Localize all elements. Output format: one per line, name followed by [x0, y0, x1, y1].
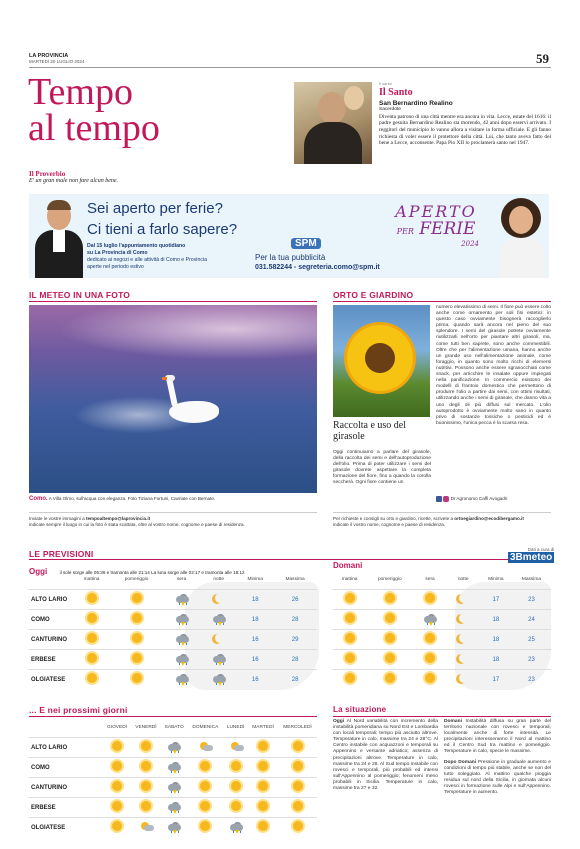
temp-min: 18 [251, 596, 259, 603]
day-label: MERCOLEDÌ [283, 725, 312, 730]
temp-min: 18 [251, 616, 259, 623]
day-label: GIOVEDÌ [107, 725, 128, 730]
sun-icon [382, 592, 398, 605]
temp-max: 28 [291, 676, 299, 683]
ad-woman-image [497, 198, 549, 278]
ad-brand-logo: SPM [291, 238, 321, 249]
forecast-row [333, 650, 551, 670]
proverbio [29, 170, 118, 184]
moon-icon [455, 652, 471, 665]
temp-max: 23 [528, 656, 535, 663]
temp-max: 29 [291, 636, 299, 643]
photo-caption: Como. A Villa Olmo, sull'acqua con eleganza. Foto Tiziana Fortuni, Cavriate con Bernate. [29, 496, 216, 502]
sun-icon [197, 780, 213, 793]
sun-icon [84, 592, 100, 605]
place-label: OLGIATESE [31, 824, 66, 831]
thunderstorm-icon [174, 612, 190, 625]
forecast-row [29, 670, 317, 690]
sun-icon [84, 652, 100, 665]
ad-aperto-logo: APERTO PER FERIE 2024 [395, 202, 479, 248]
sun-icon [109, 740, 125, 753]
sun-icon [382, 672, 398, 685]
thunderstorm-icon [228, 820, 244, 833]
sun-icon [197, 800, 213, 813]
day-label: VENERDÌ [135, 725, 157, 730]
sunflower-photo [333, 305, 430, 417]
temp-max: 28 [291, 616, 299, 623]
temp-max: 24 [528, 616, 535, 623]
situazione-domani: Domani Instabilità diffusa su gran parte del territorio nazionale con rovesci e temporali, localmente anche di forte intensità. Le precipitazioni interesseranno il Nord al mattino ed il Centro Sud tra mattino e pomeriggio. Temperature in calo, specie le massime. Dopo Domani Pressione in graduale aumento e condizioni di tempo più stabile, anche se non del tutto soleggiato. Al mattino qualche pioggia residua sul nord della Sicilia, in giornata alcuni rovesci in formazione sulle Alpi e sull'Appennino. Temperature in aumento. [444, 719, 551, 796]
forecast-row [29, 798, 317, 818]
sun-icon [109, 800, 125, 813]
domani-forecast-table: mattina pomeriggio sera notte Minima Massima 17 23 18 24 18 25 18 23 17 23 [333, 570, 551, 689]
temp-max: 28 [291, 656, 299, 663]
sun-icon [228, 760, 244, 773]
temp-min: 16 [251, 676, 259, 683]
temp-min: 16 [251, 636, 259, 643]
forecast-row [29, 778, 317, 798]
sun-icon [129, 652, 145, 665]
sun-icon [255, 780, 271, 793]
oggi-header: Oggi il sole sorge alle 05:36 e tramonta alle 21:14 La luna sorge alle 02:17 e tramonta alle 18:12 [29, 567, 245, 576]
temp-min: 17 [492, 596, 500, 603]
forecast-row [333, 590, 551, 610]
sun-icon [109, 820, 125, 833]
sun-icon [197, 820, 213, 833]
day-label: LUNEDÌ [226, 725, 245, 730]
temp-max: 23 [528, 676, 535, 683]
ad-cta: Per la tua pubblicità [255, 253, 326, 262]
3bmeteo-logo: 3Bmeteo [510, 552, 553, 563]
santo-heading: Il Santo [379, 86, 413, 98]
sun-icon [290, 740, 306, 753]
situazione-heading: La situazione [333, 705, 387, 714]
day-label: DOMENICA [192, 725, 219, 730]
sun-icon [84, 612, 100, 625]
sun-icon [138, 740, 154, 753]
forecast-row [29, 590, 317, 610]
sun-icon [422, 672, 438, 685]
sun-icon [290, 820, 306, 833]
orto-email-link[interactable]: ortoegiardino@ecodibergamo.it [454, 516, 524, 521]
place-label: CANTURINO [31, 636, 67, 643]
sun-icon [422, 632, 438, 645]
sun-icon [382, 632, 398, 645]
santo-block [379, 81, 551, 147]
forecast-row [29, 818, 317, 838]
sun-icon [290, 800, 306, 813]
sun-icon [84, 632, 100, 645]
thunderstorm-icon [174, 652, 190, 665]
masthead [29, 53, 551, 64]
proverbio-text: E' un gran male non fare alcun bene. [29, 178, 119, 184]
advert-banner[interactable] [29, 194, 549, 278]
temp-min: 18 [492, 616, 500, 623]
forecast-row [29, 650, 317, 670]
sun-icon [342, 592, 358, 605]
temp-max: 25 [528, 636, 535, 643]
orto-title: Raccolta e uso del girasole [333, 420, 407, 442]
sun-icon [342, 612, 358, 625]
thunderstorm-icon [166, 740, 182, 753]
photo-email-link[interactable]: tempoaltempo@laprovincia.it [85, 516, 151, 521]
ad-contact[interactable]: 031.582244 - segreteria.como@spm.it [255, 264, 380, 271]
sun-icon [129, 632, 145, 645]
forecast-row [333, 670, 551, 690]
prossimi-forecast-table [29, 718, 317, 837]
thunderstorm-icon [166, 820, 182, 833]
thunderstorm-icon [174, 592, 190, 605]
forecast-row [29, 610, 317, 630]
thunderstorm-icon [166, 760, 182, 773]
thunderstorm-icon [211, 612, 227, 625]
sun-icon [382, 612, 398, 625]
moon-icon [455, 612, 471, 625]
sun-icon [84, 672, 100, 685]
domani-header: Domani [333, 561, 363, 570]
forecast-row [333, 610, 551, 630]
paper-date: MARTEDÌ 20 LUGLIO 2024 [29, 59, 85, 64]
santo-role: Sacerdote [379, 106, 401, 112]
sun-icon [138, 800, 154, 813]
thunderstorm-icon [211, 652, 227, 665]
place-label: OLGIATESE [31, 676, 66, 683]
forecast-row [29, 630, 317, 650]
meteo-foto-heading: IL METEO IN UNA FOTO [29, 290, 131, 300]
santo-image [294, 82, 372, 164]
ad-headline-2: Ci tieni a farlo sapere? [87, 221, 238, 238]
sun-icon [255, 740, 271, 753]
sun-icon [255, 800, 271, 813]
sun-icon [129, 592, 145, 605]
paper-name: LA PROVINCIA [29, 53, 69, 59]
sun-icon [290, 780, 306, 793]
sun-icon [138, 760, 154, 773]
previsioni-heading: LE PREVISIONI [29, 549, 94, 559]
temp-min: 18 [492, 656, 500, 663]
ad-headline-1: Sei aperto per ferie? [87, 200, 223, 217]
thunderstorm-icon [166, 800, 182, 813]
sun-icon [129, 612, 145, 625]
swan-photo [29, 305, 317, 493]
sun-icon [138, 780, 154, 793]
forecast-row [29, 758, 317, 778]
santo-name: San Bernardino Realino [379, 99, 453, 107]
place-label: ERBESE [31, 656, 56, 663]
sun-icon [342, 652, 358, 665]
photo-invite: Inviate le vostre immagini a tempoaltempo@laprovincia.it indicate sempre il luogo in cui la foto è stata scattata, oltre al vostro nome, cognome e paese di residenza. [29, 516, 245, 527]
sun-icon [228, 780, 244, 793]
day-label: SABATO [164, 725, 184, 730]
temp-min: 16 [251, 656, 259, 663]
ad-body: Dal 15 luglio l'appuntamento quotidiano su La Provincia di Como dedicato ai negozi e alle attività di Como e Provincia aperte nel periodo estivo [87, 243, 207, 270]
temp-min: 17 [492, 676, 500, 683]
sun-icon [255, 760, 271, 773]
temp-min: 18 [492, 636, 500, 643]
santo-kicker: Il santo [379, 81, 392, 86]
moon-icon [455, 592, 471, 605]
forecast-row [29, 738, 317, 758]
sun-icon [129, 672, 145, 685]
situazione-oggi: Oggi Al Nord variabilità con incremento della instabilità pomeridiana su Nord Est e Lombardia con locali temporali; tempo più asciutto altrove. Temperature in calo, massime tra 24 e 28°C. Al Centro instabile con acquazzoni e temporali su Appennino e versante adriatico; assenza di precipitazioni altrove. Temperature in calo, massime tra 24 e 28. Al Sud tempo instabile con rovesci e temporali, più probabili ed intensi sull'Appennino al pomeriggio; fenomeni meno probabili in Sicilia. Temperature in calo, massime tra 27 e 32. [333, 719, 439, 792]
moon-icon [455, 632, 471, 645]
orto-author: Dr Agronomo Caffi Avogadri [436, 496, 551, 502]
thunderstorm-icon [174, 672, 190, 685]
thunderstorm-icon [166, 780, 182, 793]
orto-col2: numero elevatissimo di semi. Il fiore può essere colto anche come ornamento per soli fini estetici: in questo caso ovviamente bisognerà raccoglierlo prima, quando sarà ancora nel pieno del suo splendore. I semi del girasole potrete ovviamente riutilizzarli nell'orto per piantare altri girasoli, ma, come tutti ben saprete, sono anche commestibili. Oltre che per l'alimentazione umana, hanno anche un grande uso nell'alimentazione animale, come foraggio, in quanto sono molto ricchi di elementi nutritivi. Possono anche essere sgranocchiati come snack, per arricchire le insalate oppure impiegati nella panificazione. In commercio esistono dei modelli di frantoio domestico che permettono di produrre l'olio a partire dai semi, con ottimi risultati, utilizzando anche i semi di girasole, che danno vita a uno degli oli più diffusi sul mercato. L'olio autoprodotto è ovviamente molto sano in quanto privo di sostanze tossiche o pesticidi ed è buonissimo, l'unica pecca è la scarsa resa. [436, 305, 551, 426]
sun-icon [422, 652, 438, 665]
place-label: ALTO LARIO [31, 744, 68, 751]
place-label: COMO [31, 616, 50, 623]
temp-max: 23 [528, 596, 535, 603]
temp-max: 26 [291, 596, 299, 603]
sun-icon [255, 820, 271, 833]
sun-icon [109, 780, 125, 793]
sun-icon [342, 632, 358, 645]
page-number: 59 [536, 51, 549, 66]
orto-heading: ORTO E GIARDINO [333, 290, 414, 300]
prossimi-heading: ... E nei prossimi giorni [29, 705, 128, 715]
sun-icon [342, 672, 358, 685]
day-label: MARTEDÌ [252, 725, 274, 730]
place-label: CANTURINO [31, 784, 67, 791]
santo-text: Diventa patrono di una città mentre era ancora in vita. Lecce, estate del 1616: il padre gesuita Bernardino Realino sta morendo, 42 anni dopo esservi arrivato. I reggitori del municipio lo vanno allora a visitare in forma ufficiale. E gli fanno richiesta di voler essere il protettore della città. Lui, che tanto aveva fatto del bene a Lecce, acconsente. Papa Pio XII lo proclamerà santo nel 1947. [379, 113, 551, 147]
place-label: ERBESE [31, 804, 56, 811]
ad-man-image [35, 200, 83, 278]
sun-icon [290, 760, 306, 773]
thunderstorm-icon [211, 672, 227, 685]
moon-icon [211, 592, 227, 605]
facebook-icon[interactable] [436, 496, 442, 502]
page-title: Tempo al tempo [28, 71, 160, 149]
partly-cloudy-icon [197, 740, 213, 753]
sun-icon [109, 760, 125, 773]
sun-icon [422, 592, 438, 605]
sun-icon [382, 652, 398, 665]
sun-icon [228, 800, 244, 813]
place-label: COMO [31, 764, 50, 771]
orto-invite: Per richieste e consigli su orto e giardino, ricette, scrivete a ortoegiardino@ecodibergamo.it indicate il vostro nome, cognome e paese di residenza. [333, 516, 524, 527]
partly-cloudy-icon [138, 820, 154, 833]
moon-icon [455, 672, 471, 685]
forecast-row [333, 630, 551, 650]
meteo-credit: Dati a cura di 3Bmeteo [510, 547, 555, 563]
orto-col1: Oggi continuiamo a parlare del girasole, della raccolta dei semi e dell'autoproduzione dell'olio. Prima di poter utilizzare i semi del girasole dovrete aspettare la completa formazione del fiore, fino a quando la corolla seccherà. Ogni fiore contiene un [333, 450, 431, 486]
sun-icon [197, 760, 213, 773]
instagram-icon[interactable] [443, 496, 449, 502]
place-label: ALTO LARIO [31, 596, 68, 603]
oggi-forecast-table: mattina pomeriggio sera notte Minima Massima ALTO LARIO 18 26 COMO 18 28 CANTURINO 16 29 ERBESE 16 28 OLGIATESE 16 28 [29, 570, 317, 689]
thunderstorm-icon [174, 632, 190, 645]
partly-cloudy-icon [228, 740, 244, 753]
thunderstorm-icon [422, 612, 438, 625]
proverbio-label: Il Proverbio [29, 170, 66, 178]
moon-icon [211, 632, 227, 645]
